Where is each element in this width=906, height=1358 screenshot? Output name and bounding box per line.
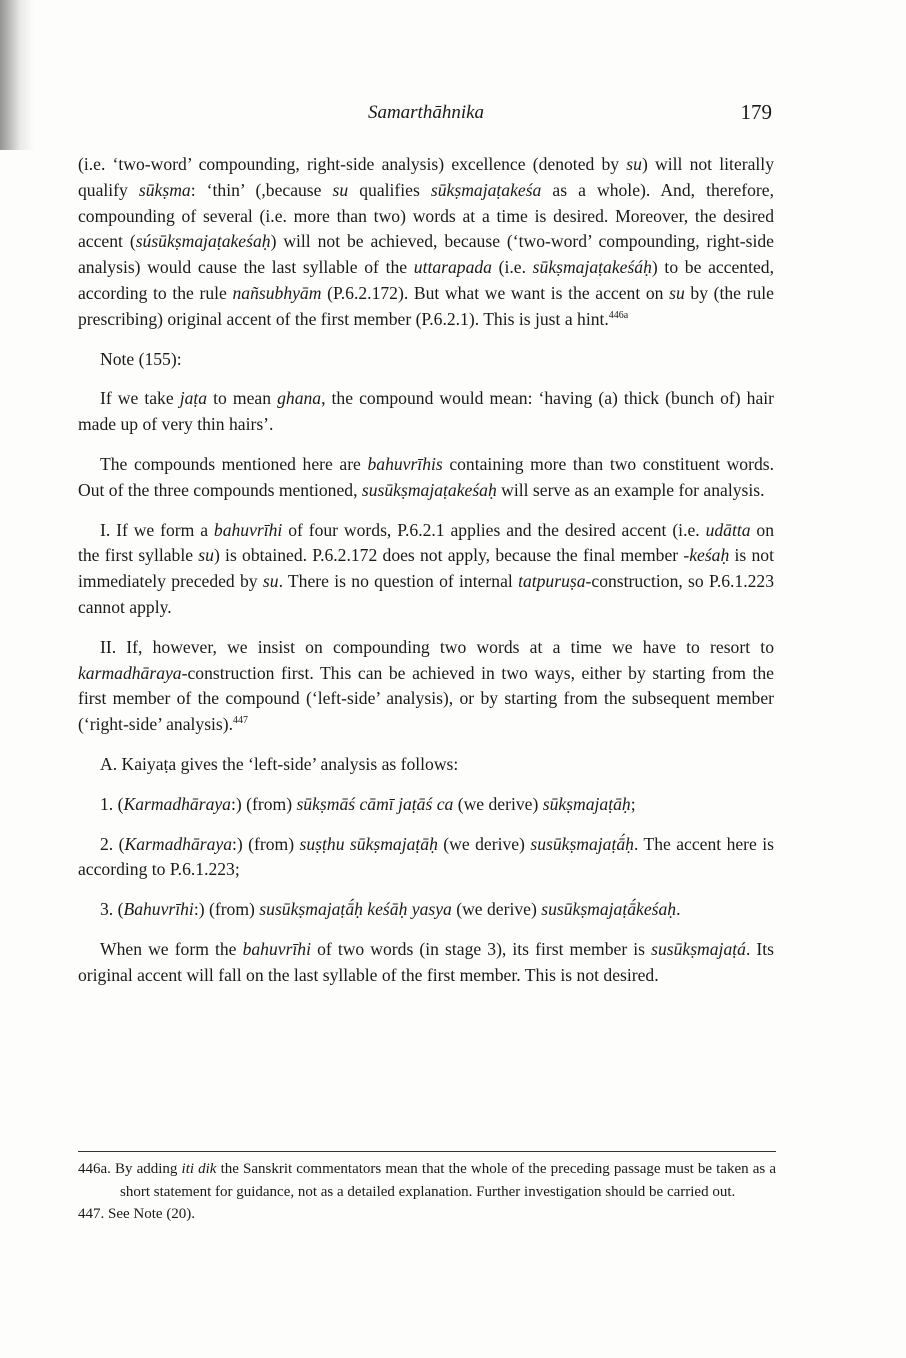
footnote-ref-446a: 446a bbox=[608, 309, 629, 321]
paragraph-case-one: I. If we form a bahuvrīhi of four words, P.6.2.1 applies and the desired accent (i.e. udātta on the first syllable su) is obtained. P.6.2.172 does not apply, because the final member -keśaḥ is not immediately preceded by su. There is no question of internal tatpuruṣa-construction, so P.6.1.223 cannot apply. bbox=[78, 519, 775, 617]
paragraph-case-two: II. If, however, we insist on compounding two words at a time we have to resort to karmadhāraya-construction first. This can be achieved in two ways, either by starting from the first member of the compound (‘left-side’ analysis), or by starting from the subsequent member (‘right-side’ analysis).$^{447}$ bbox=[78, 636, 774, 735]
paragraph-continuation: (i.e. ‘two-word’ compounding, right-side analysis) excellence (denoted by su) will not literally qualify sūkṣma: ‘thin’ (,because su qualifies sūkṣmajaṭakeśa as a whole). And, therefore, compounding of several (i.e. more than two) words at a time is desired. Moreover, the desired accent (súsūkṣmajaṭakeśaḥ) will not be achieved, because (‘two-word’ compounding, right-side analysis) would cause the last syllable of the uttarapada (i.e. sūkṣmajaṭakeśáḥ) to be accented, according to the rule nañsubhyām (P.6.2.172). But what we want is the accent on su by (the rule prescribing) original accent of the first member (P.6.2.1). This is just a hint.$^{446a}$ bbox=[78, 154, 774, 329]
paragraph-conclusion: When we form the bahuvrīhi of two words (in stage 3), its first member is susūkṣmajaṭá. Its original accent will fall on the last syllable of the first member. This is not desired. bbox=[78, 938, 775, 985]
footnote-ref-447: 447 bbox=[233, 715, 249, 727]
footnote-447: 447. See Note (20). bbox=[78, 1206, 196, 1222]
page-number: 179 bbox=[740, 100, 772, 124]
paragraph-note-jata: If we take jaṭa to mean ghana, the compound would mean: ‘having (a) thick (bunch of) hair made up of very thin hairs’. bbox=[78, 388, 775, 435]
main-text bbox=[78, 152, 774, 989]
paragraph-compounds: The compounds mentioned here are bahuvrīhis containing more than two constituent words. Out of the three compounds mentioned, susūkṣmajaṭakeśaḥ will serve as an example for analysis. bbox=[78, 453, 774, 500]
analysis-step-1: 1. (Karmadhāraya:) (from) sūkṣmāś cāmī jaṭāś ca (we derive) sūkṣmajaṭāḥ; bbox=[100, 793, 636, 814]
paragraph-kaiyata: A. Kaiyaṭa gives the ‘left-side’ analysis as follows: bbox=[100, 753, 459, 774]
page-edge-shadow bbox=[0, 0, 34, 150]
page-header bbox=[78, 100, 774, 130]
analysis-step-3: 3. (Bahuvrīhi:) (from) susūkṣmajaṭā́ḥ keśāḥ yasya (we derive) susūkṣmajaṭā́keśaḥ. bbox=[100, 899, 681, 920]
analysis-step-2: 2. (Karmadhāraya:) (from) suṣṭhu sūkṣmajaṭāḥ (we derive) susūkṣmajaṭā́ḥ. The accent here is according to P.6.1.223; bbox=[78, 833, 775, 880]
footnotes bbox=[78, 1158, 776, 1226]
footnote-446a: 446a. By adding iti dik the Sanskrit commentators mean that the whole of the preceding passage must be taken as a short statement for guidance, not as a detailed explanation. Further investigation should be carried out. bbox=[78, 1161, 777, 1200]
footnote-divider bbox=[78, 1151, 776, 1152]
running-title: Samarthāhnika bbox=[367, 102, 485, 123]
note-heading: Note (155): bbox=[100, 348, 182, 369]
